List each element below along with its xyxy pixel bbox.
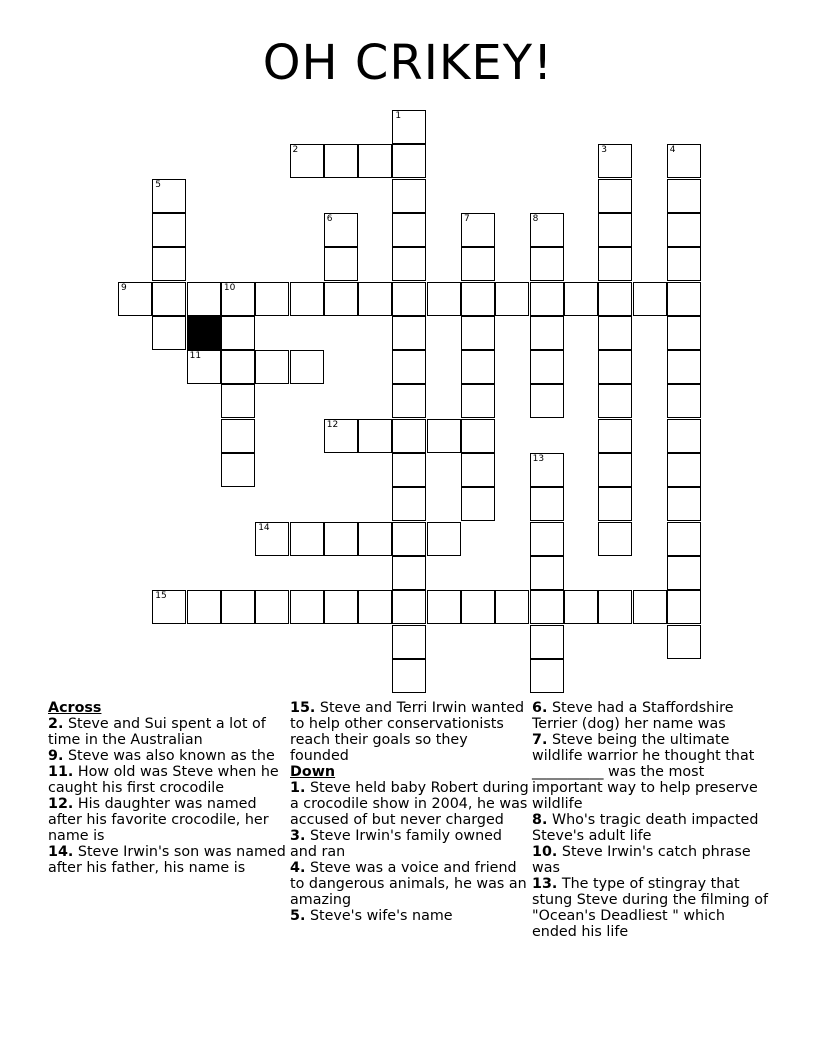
grid-cell[interactable] bbox=[221, 419, 255, 453]
grid-cell[interactable] bbox=[392, 179, 426, 213]
cell-number: 7 bbox=[464, 213, 470, 224]
cell-number: 6 bbox=[326, 213, 333, 224]
clue-text: How old was Steve when he caught his first crocodile bbox=[48, 764, 279, 796]
grid-cell[interactable] bbox=[324, 282, 358, 316]
grid-cell[interactable] bbox=[461, 590, 495, 624]
grid-cell[interactable] bbox=[392, 659, 426, 693]
clue-text: Steve being the ultimate wildlife warrior he thought that __________ was the most important way to help preserve wildlife bbox=[532, 732, 758, 812]
grid-cell[interactable] bbox=[358, 144, 392, 178]
grid-cell[interactable] bbox=[667, 144, 701, 178]
grid-cell[interactable] bbox=[564, 590, 598, 624]
grid-cell[interactable] bbox=[392, 384, 426, 418]
grid-cell[interactable] bbox=[290, 590, 324, 624]
clue-number: 5. bbox=[290, 908, 306, 924]
clue-number: 15. bbox=[290, 700, 316, 716]
grid-cell[interactable] bbox=[152, 247, 186, 281]
grid-cell[interactable] bbox=[358, 282, 392, 316]
grid-cell[interactable] bbox=[152, 316, 186, 350]
grid-cell[interactable] bbox=[667, 522, 701, 556]
clue-number: 13. bbox=[532, 876, 558, 892]
clue-text: Steve was also known as the bbox=[67, 748, 275, 764]
grid-cell[interactable] bbox=[667, 453, 701, 487]
grid-cell[interactable] bbox=[392, 522, 426, 556]
clue-number: 3. bbox=[290, 828, 306, 844]
cell-number: 8 bbox=[532, 213, 539, 224]
grid-cell[interactable] bbox=[392, 419, 426, 453]
grid-cell[interactable] bbox=[221, 282, 255, 316]
clue-text: Steve's wife's name bbox=[309, 908, 453, 924]
cell-number: 15 bbox=[155, 591, 167, 602]
grid-cell[interactable] bbox=[324, 590, 358, 624]
grid-cell[interactable] bbox=[255, 590, 289, 624]
grid-cell[interactable] bbox=[324, 522, 358, 556]
clue-text: The type of stingray that stung Steve during the filming of "Ocean's Deadliest " which ended his life bbox=[532, 876, 769, 940]
grid-cell[interactable] bbox=[461, 350, 495, 384]
grid-cell[interactable] bbox=[667, 316, 701, 350]
grid-cell[interactable] bbox=[221, 316, 255, 350]
cell-number: 4 bbox=[669, 145, 676, 156]
grid-cell[interactable] bbox=[392, 213, 426, 247]
grid-cell[interactable] bbox=[392, 453, 426, 487]
clue-text: Steve was a voice and friend to dangerous animals, he was an amazing bbox=[290, 860, 527, 908]
grid-cell[interactable] bbox=[187, 350, 221, 384]
clue-down-10 bbox=[532, 844, 772, 876]
grid-cell[interactable] bbox=[324, 213, 358, 247]
grid-cell[interactable] bbox=[530, 659, 564, 693]
grid-cell[interactable] bbox=[152, 213, 186, 247]
grid-cell[interactable] bbox=[598, 144, 632, 178]
cell-number: 13 bbox=[532, 454, 545, 464]
grid-cell[interactable] bbox=[530, 487, 564, 521]
grid-cell[interactable] bbox=[221, 590, 255, 624]
clue-number: 2. bbox=[48, 716, 64, 732]
grid-cell[interactable] bbox=[290, 522, 324, 556]
grid-cell[interactable] bbox=[667, 590, 701, 624]
grid-cell[interactable] bbox=[187, 590, 221, 624]
grid-cell[interactable] bbox=[392, 350, 426, 384]
grid-cell[interactable] bbox=[152, 590, 186, 624]
clue-number: 6. bbox=[532, 700, 548, 716]
grid-cell[interactable] bbox=[598, 282, 632, 316]
clue-text: Steve had a Staffordshire Terrier (dog) her name was bbox=[532, 700, 734, 732]
grid-cell[interactable] bbox=[461, 213, 495, 247]
grid-cell[interactable] bbox=[530, 282, 564, 316]
clue-across-11 bbox=[48, 764, 288, 796]
grid-cell[interactable] bbox=[392, 316, 426, 350]
clue-down-6 bbox=[532, 700, 772, 732]
clues-column-1 bbox=[48, 700, 288, 876]
clue-number: 9. bbox=[48, 748, 64, 764]
grid-cell[interactable] bbox=[461, 316, 495, 350]
grid-cell[interactable] bbox=[530, 213, 564, 247]
grid-cell[interactable] bbox=[290, 350, 324, 384]
grid-cell[interactable] bbox=[633, 282, 667, 316]
cell-number: 14 bbox=[258, 522, 270, 533]
grid-cell[interactable] bbox=[427, 282, 461, 316]
grid-cell[interactable] bbox=[530, 522, 564, 556]
grid-cell[interactable] bbox=[461, 247, 495, 281]
clue-number: 4. bbox=[290, 860, 306, 876]
clue-number: 1. bbox=[290, 780, 306, 796]
grid-cell[interactable] bbox=[290, 144, 324, 178]
clue-across-12 bbox=[48, 796, 288, 844]
clue-text: Who's tragic death impacted Steve's adult life bbox=[532, 812, 759, 844]
grid-cell[interactable] bbox=[152, 282, 186, 316]
grid-cell[interactable] bbox=[598, 590, 632, 624]
grid-cell[interactable] bbox=[392, 556, 426, 590]
grid-cell[interactable] bbox=[427, 590, 461, 624]
clue-down-3 bbox=[290, 828, 530, 860]
shaded-cell bbox=[187, 316, 221, 350]
clue-down-7 bbox=[532, 732, 772, 812]
clues-column-3 bbox=[532, 700, 772, 940]
grid-cell[interactable] bbox=[667, 247, 701, 281]
clue-down-1 bbox=[290, 780, 530, 828]
clue-down-8 bbox=[532, 812, 772, 844]
grid-cell[interactable] bbox=[358, 419, 392, 453]
grid-cell[interactable] bbox=[152, 179, 186, 213]
cell-number: 9 bbox=[121, 282, 127, 293]
grid-cell[interactable] bbox=[392, 282, 426, 316]
clue-text: Steve and Sui spent a lot of time in the Australian bbox=[48, 716, 266, 748]
grid-cell[interactable] bbox=[530, 453, 564, 487]
grid-cell[interactable] bbox=[598, 179, 632, 213]
grid-cell[interactable] bbox=[392, 247, 426, 281]
clue-across-2 bbox=[48, 716, 288, 748]
grid-cell[interactable] bbox=[358, 590, 392, 624]
grid-cell[interactable] bbox=[598, 453, 632, 487]
grid-cell[interactable] bbox=[598, 384, 632, 418]
grid-cell[interactable] bbox=[221, 384, 255, 418]
grid-cell[interactable] bbox=[667, 384, 701, 418]
grid-cell[interactable] bbox=[564, 282, 598, 316]
grid-cell[interactable] bbox=[495, 590, 529, 624]
grid-cell[interactable] bbox=[461, 282, 495, 316]
grid-cell[interactable] bbox=[324, 247, 358, 281]
grid-cell[interactable] bbox=[324, 419, 358, 453]
grid-cell[interactable] bbox=[221, 453, 255, 487]
clues-column-2 bbox=[290, 700, 530, 924]
grid-cell[interactable] bbox=[392, 487, 426, 521]
grid-cell[interactable] bbox=[667, 282, 701, 316]
grid-cell[interactable] bbox=[598, 419, 632, 453]
clue-number: 12. bbox=[48, 796, 74, 812]
grid-cell[interactable] bbox=[530, 556, 564, 590]
clue-text: Steve Irwin's family owned and ran bbox=[290, 828, 503, 860]
grid-cell[interactable] bbox=[427, 522, 461, 556]
grid-cell[interactable] bbox=[667, 487, 701, 521]
grid-cell[interactable] bbox=[530, 625, 564, 659]
down-heading: Down bbox=[290, 764, 336, 780]
grid-cell[interactable] bbox=[667, 556, 701, 590]
clue-text: Steve and Terri Irwin wanted to help other conservationists reach their goals so they founded bbox=[290, 700, 525, 764]
grid-cell[interactable] bbox=[530, 350, 564, 384]
grid-cell[interactable] bbox=[598, 316, 632, 350]
grid-cell[interactable] bbox=[324, 144, 358, 178]
clue-across-9 bbox=[48, 748, 288, 764]
grid-cell[interactable] bbox=[255, 522, 289, 556]
grid-cell[interactable] bbox=[530, 316, 564, 350]
grid-cell[interactable] bbox=[221, 350, 255, 384]
grid-cell[interactable] bbox=[290, 282, 324, 316]
clue-text: Steve Irwin's catch phrase was bbox=[532, 844, 751, 876]
clue-text: Steve held baby Robert during a crocodile show in 2004, he was accused of but never charged bbox=[290, 780, 529, 828]
clue-down-13 bbox=[532, 876, 772, 940]
grid-cell[interactable] bbox=[530, 590, 564, 624]
cell-number: 12 bbox=[326, 419, 339, 430]
clue-number: 7. bbox=[532, 732, 548, 748]
clue-down-4 bbox=[290, 860, 530, 908]
grid-cell[interactable] bbox=[667, 350, 701, 384]
grid-cell[interactable] bbox=[461, 419, 495, 453]
grid-cell[interactable] bbox=[530, 384, 564, 418]
clue-number: 11. bbox=[48, 764, 74, 780]
grid-cell[interactable] bbox=[255, 282, 289, 316]
clue-down-5 bbox=[290, 908, 530, 924]
grid-cell[interactable] bbox=[118, 282, 152, 316]
clue-text: His daughter was named after his favorite crocodile, her name is bbox=[48, 796, 269, 844]
cell-number: 2 bbox=[292, 145, 299, 156]
clue-text: Steve Irwin's son was named after his father, his name is bbox=[48, 844, 286, 876]
grid-cell[interactable] bbox=[187, 282, 221, 316]
clue-number: 14. bbox=[48, 844, 74, 860]
grid-cell[interactable] bbox=[358, 522, 392, 556]
grid-cell[interactable] bbox=[255, 350, 289, 384]
grid-cell[interactable] bbox=[667, 179, 701, 213]
grid-cell[interactable] bbox=[392, 110, 426, 144]
grid-cell[interactable] bbox=[530, 247, 564, 281]
clue-across-14 bbox=[48, 844, 288, 876]
clue-across-15 bbox=[290, 700, 530, 764]
grid-cell[interactable] bbox=[461, 487, 495, 521]
cell-number: 5 bbox=[155, 179, 162, 190]
grid-cell[interactable] bbox=[598, 213, 632, 247]
grid-cell[interactable] bbox=[633, 590, 667, 624]
cell-number: 11 bbox=[189, 351, 202, 362]
grid-cell[interactable] bbox=[667, 625, 701, 659]
grid-cell[interactable] bbox=[392, 144, 426, 178]
grid-cell[interactable] bbox=[598, 350, 632, 384]
grid-cell[interactable] bbox=[667, 419, 701, 453]
grid-cell[interactable] bbox=[598, 247, 632, 281]
grid-cell[interactable] bbox=[427, 419, 461, 453]
grid-cell[interactable] bbox=[392, 625, 426, 659]
puzzle-title: OH CRIKEY! bbox=[262, 35, 554, 91]
cell-number: 1 bbox=[395, 111, 402, 121]
clue-number: 8. bbox=[532, 812, 548, 828]
grid-cell[interactable] bbox=[461, 384, 495, 418]
grid-cell[interactable] bbox=[598, 487, 632, 521]
grid-cell[interactable] bbox=[392, 590, 426, 624]
across-heading: Across bbox=[48, 700, 102, 716]
cell-number: 10 bbox=[223, 282, 236, 293]
cell-number: 3 bbox=[601, 145, 607, 156]
clue-number: 10. bbox=[532, 844, 558, 860]
grid-cell[interactable] bbox=[598, 522, 632, 556]
grid-cell[interactable] bbox=[495, 282, 529, 316]
grid-cell[interactable] bbox=[667, 213, 701, 247]
grid-cell[interactable] bbox=[461, 453, 495, 487]
